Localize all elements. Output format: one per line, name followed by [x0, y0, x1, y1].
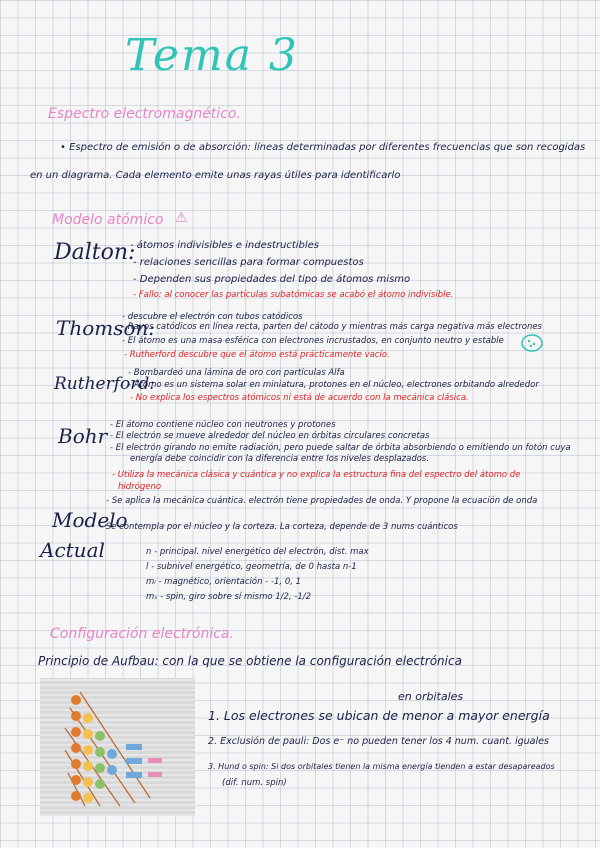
actual-label-1: Modelo [52, 508, 128, 532]
actual-label-2: Actual [40, 538, 105, 562]
quantum-n: n - principal. nivel energético del electrón, dist. max [146, 547, 369, 557]
actual-line-1: - Se aplica la mecánica cuántica. electrón tiene propiedades de onda. Y propone la ecuación de onda [106, 496, 538, 506]
quantum-l: l - subnivel energético, geometría, de 0 hasta n-1 [146, 562, 357, 572]
thomson-line-3: - El átomo es una masa esférica con electrones incrustados, en conjunto neutro y estable [122, 336, 504, 346]
rule-2: 2. Exclusión de pauli: Dos e⁻ no pueden tener los 4 num. cuant. iguales [208, 736, 549, 747]
thomson-label: Thomson: [56, 316, 156, 340]
bohr-fail-2: hidrógeno [118, 482, 162, 492]
thomson-fail: - Rutherford descubre que el átomo está prácticamente vacío. [124, 350, 390, 360]
dalton-line-1: - átomos indivisibles e indestructibles [130, 240, 320, 251]
section-heading-espectro: Espectro electromagnético. [48, 106, 241, 122]
dalton-line-2: - relaciones sencillas para formar compuestos [133, 257, 364, 268]
espectro-line-2: en un diagrama. Cada elemento emite unas rayas útiles para identificarlo [30, 170, 401, 181]
rutherford-label: Rutherford: [54, 374, 155, 394]
bohr-line-3: - El electrón girando no emite radiación, pero puede saltar de órbita absorbiendo o emitiendo un fotón cuya [110, 443, 571, 453]
section-heading-modelo: Modelo atómico [52, 212, 164, 228]
warning-icon: ⚠ [175, 210, 188, 226]
dalton-label: Dalton: [54, 240, 136, 265]
page-title: Tema 3 [125, 30, 299, 81]
espectro-line-1: • Espectro de emisión o de absorción: líneas determinadas por diferentes frecuencias que son recogidas [60, 142, 586, 153]
dalton-fail: - Fallo: al conocer las partículas subatómicas se acabó el átomo indivisible. [133, 290, 454, 300]
quantum-ml: mₗ - magnético, orientación - -1, 0, 1 [146, 577, 302, 587]
section-heading-config: Configuración electrónica. [50, 626, 234, 642]
aufbau-diagram-photo [40, 678, 195, 816]
bohr-line-2: - El electrón se mueve alrededor del núcleo en órbitas circulares concretas [110, 431, 430, 441]
rule-1: 1. Los electrones se ubican de menor a mayor energía [208, 708, 550, 723]
atom-sketch-icon [520, 332, 544, 354]
actual-line-2: - Se contempla por el núcleo y la corteza. La corteza, depende de 3 nums cuánticos [100, 522, 458, 532]
orbitales-note: en orbitales [398, 690, 464, 703]
bohr-fail-1: - Utiliza la mecánica clásica y cuántica y no explica la estructura fina del espectro del átomo de [112, 470, 521, 480]
rutherford-line-1: - Bombardeó una lámina de oro con partículas Alfa [128, 368, 345, 378]
bohr-line-1: - El átomo contiene núcleo con neutrones y protones [110, 420, 336, 430]
thomson-line-1: - descubre el electrón con tubos catódicos [122, 312, 303, 322]
bohr-label: Bohr [58, 424, 108, 448]
aufbau-line: Principio de Aufbau: con la que se obtiene la configuración electrónica [38, 654, 462, 668]
rule-3-sub: (dif. num. spin) [222, 778, 287, 788]
bohr-line-4: energía debe coincidir con la diferencia entre los niveles desplazados. [130, 454, 430, 464]
quantum-ms: mₛ - spin, giro sobre sí mismo 1/2, -1/2 [146, 592, 312, 602]
rule-3: 3. Hund o spin: Si dos orbitales tienen la misma energía tienden a estar desapareados [208, 762, 555, 771]
dalton-line-3: - Dependen sus propiedades del tipo de átomos mismo [133, 274, 411, 285]
rutherford-line-2: - Átomo es un sistema solar en miniatura, protones en el núcleo, electrones orbitando alrededor [128, 380, 539, 390]
rutherford-fail: - No explica los espectros atómicos ni está de acuerdo con la mecánica clásica. [130, 393, 469, 403]
thomson-line-2: - Rayos catódicos en línea recta, parten del cátodo y mientras más carga negativa más electrones [122, 322, 542, 332]
